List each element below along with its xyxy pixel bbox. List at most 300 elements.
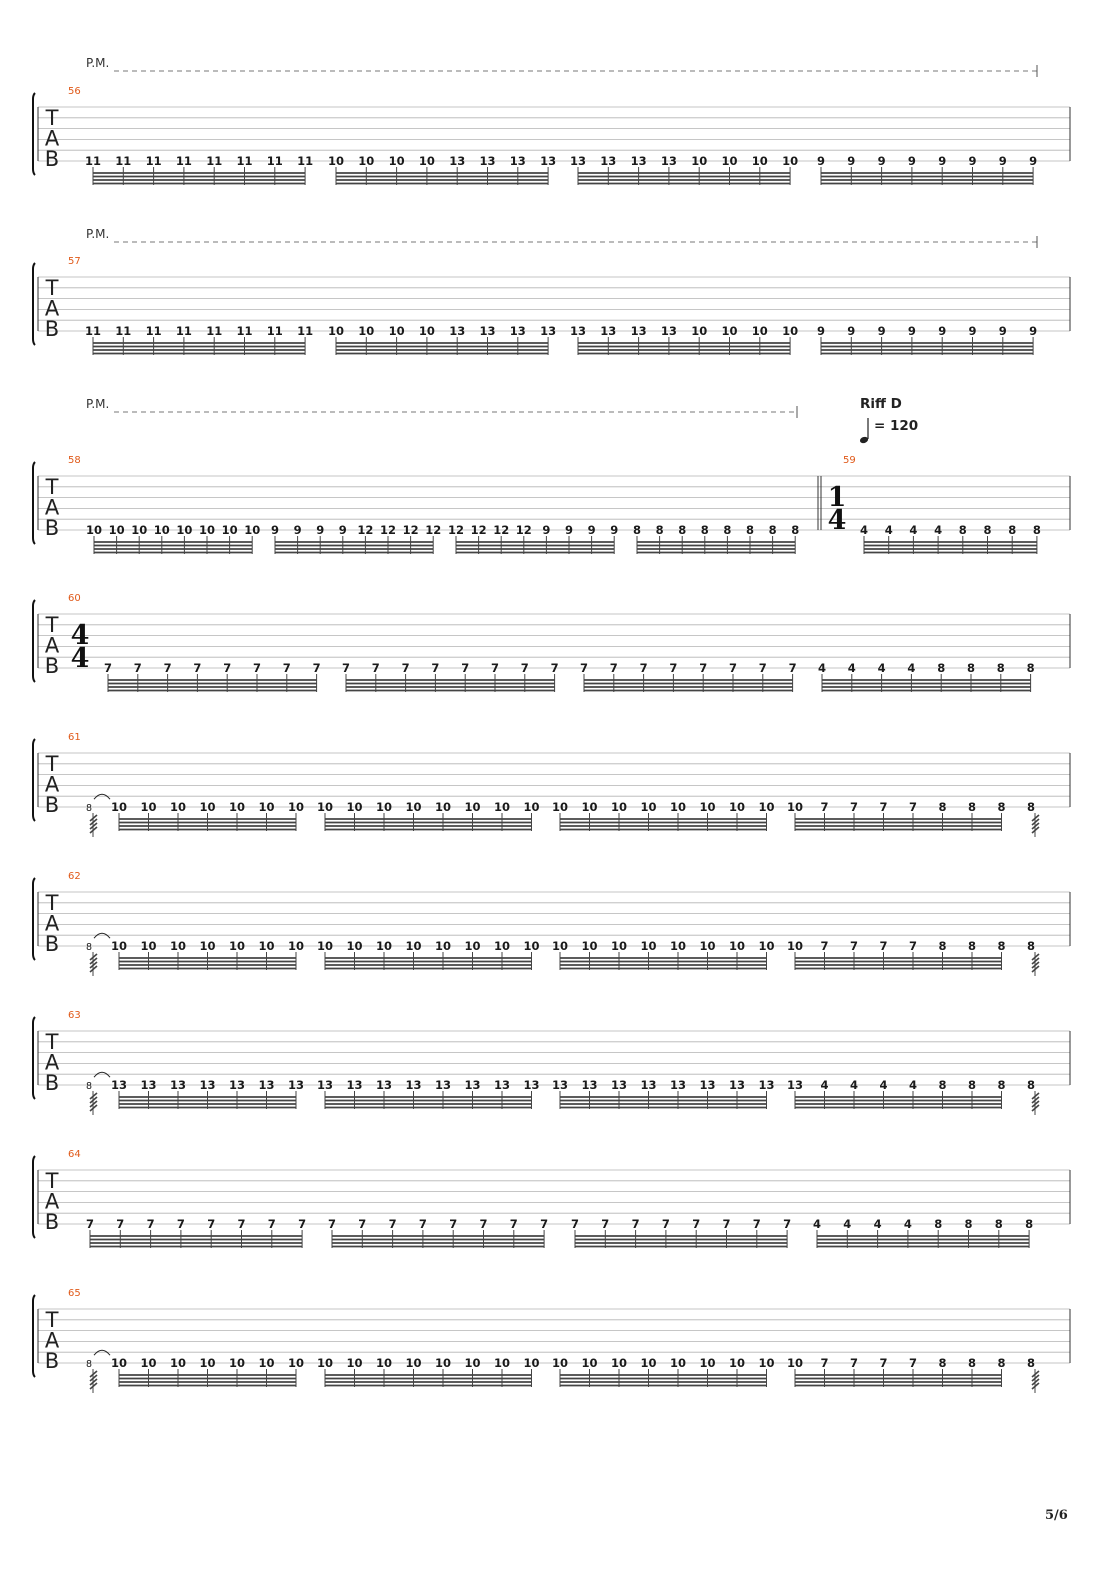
grace-note: 8 — [85, 1359, 93, 1371]
fret-number: 8 — [1026, 800, 1036, 815]
fret-number: 8 — [938, 800, 947, 815]
fret-number: 4 — [879, 1078, 888, 1093]
tie-arc — [94, 794, 110, 799]
fret-number: 4 — [817, 661, 827, 676]
tab-system-65 — [33, 1288, 1070, 1393]
fret-number: 8 — [934, 1217, 943, 1232]
tab-system-56 — [33, 56, 1070, 185]
fret-number: 10 — [751, 154, 768, 169]
fret-number: 9 — [316, 523, 325, 538]
grace-note: 8 — [85, 803, 93, 815]
fret-number: 10 — [728, 800, 746, 815]
fret-number: 10 — [758, 1356, 775, 1371]
system-bracket — [33, 600, 35, 682]
fret-number: 10 — [691, 154, 708, 169]
fret-number: 10 — [418, 324, 435, 339]
measure-number: 65 — [68, 1288, 81, 1299]
tab-system-63 — [33, 1010, 1070, 1115]
system-bracket — [33, 1295, 35, 1377]
fret-number: 10 — [228, 800, 246, 815]
tab-clef-letter: T — [45, 891, 59, 915]
tab-clef-letter: T — [45, 1030, 59, 1054]
fret-number: 7 — [820, 939, 829, 954]
fret-number: 7 — [908, 1356, 918, 1371]
fret-number: 8 — [967, 800, 977, 815]
tab-clef-letter: T — [45, 475, 59, 499]
fret-number: 10 — [199, 939, 216, 954]
fret-number: 10 — [346, 800, 363, 815]
fret-number: 9 — [293, 523, 302, 538]
fret-number: 7 — [639, 661, 648, 676]
fret-number: 7 — [509, 1217, 518, 1232]
fret-number: 4 — [877, 661, 886, 676]
time-signature-bottom: 4 — [827, 505, 847, 536]
fret-number: 10 — [287, 800, 305, 815]
fret-number: 7 — [609, 661, 618, 676]
fret-number: 8 — [1032, 523, 1041, 538]
tab-system-64 — [33, 1149, 1070, 1248]
fret-number: 10 — [493, 939, 511, 954]
fret-number: 10 — [169, 1356, 187, 1371]
fret-number: 7 — [728, 661, 738, 676]
measure-number: 61 — [68, 732, 81, 743]
tab-clef-letter: T — [45, 1308, 59, 1332]
fret-number: 10 — [110, 939, 128, 954]
fret-number: 11 — [266, 324, 283, 339]
fret-number: 10 — [551, 939, 569, 954]
palm-mute-label: P.M. — [86, 227, 110, 241]
fret-number: 10 — [108, 523, 125, 538]
fret-number: 7 — [570, 1217, 580, 1232]
fret-number: 12 — [425, 523, 442, 538]
fret-number: 7 — [783, 1217, 792, 1232]
fret-number: 10 — [358, 154, 375, 169]
fret-number: 7 — [879, 1356, 888, 1371]
measure-number: 62 — [68, 871, 81, 882]
fret-number: 10 — [640, 1356, 657, 1371]
fret-number: 13 — [669, 1078, 687, 1093]
fret-number: 12 — [357, 523, 374, 538]
fret-number: 8 — [996, 661, 1005, 676]
fret-number: 13 — [600, 324, 617, 339]
grace-note: 8 — [85, 942, 93, 954]
fret-number: 10 — [464, 800, 481, 815]
fret-number: 8 — [655, 523, 664, 538]
fret-number: 7 — [722, 1217, 731, 1232]
fret-number: 13 — [640, 1078, 657, 1093]
fret-number: 13 — [551, 1078, 569, 1093]
fret-number: 10 — [434, 939, 452, 954]
fret-number: 13 — [316, 1078, 334, 1093]
fret-number: 10 — [258, 1356, 275, 1371]
fret-number: 7 — [163, 661, 172, 676]
fret-number: 10 — [199, 1356, 216, 1371]
fret-number: 10 — [418, 154, 435, 169]
tie-arc — [94, 933, 110, 938]
tab-clef-letter: B — [44, 317, 60, 341]
fret-number: 10 — [434, 1356, 452, 1371]
system-bracket — [33, 1156, 35, 1238]
fret-number: 7 — [601, 1217, 610, 1232]
tab-clef-letter: A — [44, 1050, 60, 1075]
fret-number: 11 — [84, 154, 102, 169]
fret-number: 10 — [85, 523, 103, 538]
fret-number: 12 — [515, 523, 532, 538]
tempo-marking: = 120 — [874, 418, 919, 434]
system-bracket — [33, 93, 35, 175]
fret-number: 8 — [678, 523, 687, 538]
fret-number: 8 — [997, 1356, 1006, 1371]
fret-number: 10 — [581, 939, 598, 954]
fret-number: 10 — [131, 523, 148, 538]
tab-clef-letter: A — [44, 911, 60, 936]
fret-number: 9 — [270, 523, 280, 538]
fret-number: 7 — [490, 661, 500, 676]
fret-number: 10 — [699, 1356, 716, 1371]
system-bracket — [33, 1017, 35, 1099]
fret-number: 13 — [464, 1078, 481, 1093]
fret-number: 10 — [782, 154, 799, 169]
fret-number: 7 — [692, 1217, 701, 1232]
fret-number: 7 — [252, 661, 262, 676]
fret-number: 8 — [768, 523, 777, 538]
tab-clef-letter: T — [45, 1169, 59, 1193]
fret-number: 7 — [908, 800, 918, 815]
fret-number: 4 — [903, 1217, 912, 1232]
fret-number: 13 — [728, 1078, 746, 1093]
palm-mute-label: P.M. — [86, 397, 110, 411]
fret-number: 12 — [379, 523, 397, 538]
fret-number: 10 — [169, 800, 187, 815]
fret-number: 7 — [661, 1217, 670, 1232]
fret-number: 4 — [843, 1217, 852, 1232]
tab-clef-letter: B — [44, 1349, 60, 1373]
fret-number: 13 — [140, 1078, 157, 1093]
fret-number: 10 — [728, 939, 746, 954]
tab-clef-letter: B — [44, 793, 60, 817]
fret-number: 13 — [786, 1078, 804, 1093]
fret-number: 10 — [375, 939, 393, 954]
fret-number: 7 — [237, 1217, 246, 1232]
fret-number: 7 — [282, 661, 291, 676]
fret-number: 4 — [908, 1078, 918, 1093]
fret-number: 10 — [758, 800, 775, 815]
fret-number: 13 — [479, 154, 496, 169]
fret-number: 10 — [493, 800, 511, 815]
fret-number: 13 — [258, 1078, 275, 1093]
fret-number: 7 — [146, 1217, 155, 1232]
fret-number: 10 — [782, 324, 799, 339]
fret-number: 12 — [493, 523, 510, 538]
fret-number: 13 — [523, 1078, 540, 1093]
fret-number: 4 — [907, 661, 916, 676]
fret-number: 8 — [700, 523, 709, 538]
fret-number: 8 — [632, 523, 642, 538]
fret-number: 13 — [699, 1078, 716, 1093]
fret-number: 9 — [816, 154, 826, 169]
fret-number: 9 — [542, 523, 551, 538]
tab-system-60 — [33, 593, 1070, 692]
fret-number: 8 — [983, 523, 992, 538]
fret-number: 7 — [752, 1217, 761, 1232]
fret-number: 7 — [193, 661, 202, 676]
fret-number: 8 — [958, 523, 967, 538]
fret-number: 13 — [287, 1078, 305, 1093]
fret-number: 9 — [847, 154, 856, 169]
fret-number: 10 — [523, 939, 540, 954]
fret-number: 4 — [873, 1217, 882, 1232]
fret-number: 13 — [758, 1078, 775, 1093]
fret-number: 7 — [758, 661, 767, 676]
fret-number: 8 — [1026, 1078, 1036, 1093]
fret-number: 9 — [1029, 154, 1038, 169]
fret-number: 10 — [375, 1356, 393, 1371]
fret-number: 7 — [401, 661, 410, 676]
fret-number: 10 — [110, 800, 128, 815]
fret-number: 8 — [997, 800, 1006, 815]
fret-number: 13 — [493, 1078, 511, 1093]
tab-clef-letter: A — [44, 1328, 60, 1353]
tab-clef-letter: B — [44, 147, 60, 171]
fret-number: 10 — [691, 324, 708, 339]
fret-number: 9 — [587, 523, 596, 538]
fret-number: 13 — [660, 154, 677, 169]
fret-number: 7 — [849, 800, 859, 815]
time-signature-top: 4 — [70, 620, 90, 651]
fret-number: 4 — [884, 523, 893, 538]
fret-number: 13 — [509, 154, 526, 169]
fret-number: 10 — [786, 800, 804, 815]
fret-number: 7 — [879, 939, 888, 954]
time-signature-bottom: 4 — [70, 643, 90, 674]
fret-number: 7 — [820, 1356, 829, 1371]
fret-number: 9 — [938, 154, 947, 169]
fret-number: 7 — [550, 661, 559, 676]
measure-number: 56 — [68, 86, 81, 97]
fret-number: 10 — [346, 1356, 363, 1371]
fret-number: 7 — [418, 1217, 427, 1232]
fret-number: 4 — [909, 523, 918, 538]
fret-number: 10 — [140, 800, 157, 815]
measure-number: 60 — [68, 593, 81, 604]
fret-number: 9 — [338, 523, 347, 538]
fret-number: 8 — [938, 1078, 947, 1093]
fret-number: 10 — [669, 939, 687, 954]
fret-number: 7 — [327, 1217, 337, 1232]
fret-number: 9 — [877, 154, 886, 169]
fret-number: 9 — [968, 154, 977, 169]
tie-arc — [94, 1072, 110, 1077]
fret-number: 8 — [997, 1078, 1006, 1093]
fret-number: 10 — [523, 1356, 540, 1371]
fret-number: 13 — [169, 1078, 187, 1093]
fret-number: 10 — [610, 939, 628, 954]
fret-number: 8 — [723, 523, 732, 538]
fret-number: 10 — [198, 523, 216, 538]
tie-arc — [94, 1350, 110, 1355]
fret-number: 8 — [994, 1217, 1003, 1232]
tab-clef-letter: A — [44, 296, 60, 321]
fret-number: 9 — [907, 154, 916, 169]
fret-number: 10 — [327, 324, 345, 339]
fret-number: 11 — [115, 154, 132, 169]
grace-note: 8 — [85, 1081, 93, 1093]
fret-number: 10 — [786, 939, 804, 954]
fret-number: 8 — [1008, 523, 1017, 538]
fret-number: 10 — [405, 1356, 422, 1371]
fret-number: 9 — [564, 523, 574, 538]
fret-number: 7 — [371, 661, 380, 676]
fret-number: 13 — [110, 1078, 128, 1093]
fret-number: 10 — [287, 1356, 305, 1371]
fret-number: 10 — [244, 523, 261, 538]
fret-number: 7 — [520, 661, 529, 676]
system-bracket — [33, 739, 35, 821]
fret-number: 10 — [699, 939, 716, 954]
fret-number: 13 — [569, 324, 587, 339]
measure-number: 59 — [843, 455, 856, 466]
fret-number: 13 — [630, 154, 647, 169]
fret-number: 10 — [405, 939, 422, 954]
fret-number: 9 — [998, 324, 1007, 339]
fret-number: 10 — [728, 1356, 746, 1371]
fret-number: 12 — [470, 523, 487, 538]
fret-number: 8 — [964, 1217, 973, 1232]
tab-clef-letter: B — [44, 1210, 60, 1234]
fret-number: 11 — [206, 324, 223, 339]
fret-number: 10 — [287, 939, 305, 954]
fret-number: 13 — [630, 324, 647, 339]
fret-number: 13 — [346, 1078, 363, 1093]
fret-number: 8 — [967, 1078, 977, 1093]
fret-number: 13 — [199, 1078, 216, 1093]
fret-number: 10 — [464, 1356, 481, 1371]
fret-number: 11 — [84, 324, 102, 339]
time-signature-top: 1 — [827, 482, 847, 513]
tab-clef-letter: T — [45, 613, 59, 637]
fret-number: 13 — [405, 1078, 422, 1093]
fret-number: 7 — [176, 1217, 185, 1232]
fret-number: 4 — [849, 1078, 859, 1093]
fret-number: 11 — [145, 154, 162, 169]
tab-clef-letter: B — [44, 932, 60, 956]
fret-number: 7 — [103, 661, 113, 676]
fret-number: 10 — [140, 1356, 157, 1371]
fret-number: 11 — [175, 324, 192, 339]
fret-number: 10 — [523, 800, 540, 815]
fret-number: 10 — [346, 939, 363, 954]
fret-number: 7 — [116, 1217, 125, 1232]
fret-number: 9 — [610, 523, 619, 538]
tab-clef-letter: A — [44, 126, 60, 151]
system-bracket — [33, 462, 35, 544]
tab-clef-letter: A — [44, 495, 60, 520]
fret-number: 10 — [669, 800, 687, 815]
fret-number: 11 — [266, 154, 283, 169]
fret-number: 10 — [610, 800, 628, 815]
fret-number: 13 — [569, 154, 587, 169]
tab-system-62 — [33, 871, 1070, 976]
tab-clef-letter: B — [44, 654, 60, 678]
fret-number: 9 — [847, 324, 856, 339]
fret-number: 10 — [699, 800, 716, 815]
fret-number: 7 — [879, 800, 888, 815]
fret-number: 7 — [388, 1217, 397, 1232]
fret-number: 8 — [997, 939, 1006, 954]
fret-number: 10 — [358, 324, 375, 339]
fret-number: 11 — [236, 324, 253, 339]
measure-number: 64 — [68, 1149, 81, 1160]
measure-number: 57 — [68, 256, 81, 267]
fret-number: 10 — [669, 1356, 687, 1371]
fret-number: 11 — [115, 324, 132, 339]
fret-number: 10 — [258, 939, 275, 954]
fret-number: 10 — [316, 800, 334, 815]
fret-number: 13 — [509, 324, 526, 339]
palm-mute-label: P.M. — [86, 56, 110, 70]
fret-number: 10 — [721, 324, 738, 339]
fret-number: 8 — [967, 1356, 977, 1371]
fret-number: 8 — [1025, 1217, 1034, 1232]
fret-number: 13 — [449, 324, 466, 339]
fret-number: 7 — [820, 800, 829, 815]
tab-clef-letter: A — [44, 1189, 60, 1214]
fret-number: 10 — [640, 939, 657, 954]
fret-number: 7 — [479, 1217, 488, 1232]
fret-number: 7 — [341, 661, 351, 676]
fret-number: 10 — [640, 800, 657, 815]
fret-number: 7 — [223, 661, 232, 676]
fret-number: 7 — [431, 661, 440, 676]
tab-clef-letter: A — [44, 772, 60, 797]
fret-number: 7 — [298, 1217, 307, 1232]
fret-number: 10 — [375, 800, 393, 815]
fret-number: 7 — [133, 661, 142, 676]
fret-number: 8 — [938, 939, 947, 954]
fret-number: 10 — [551, 1356, 569, 1371]
fret-number: 9 — [816, 324, 826, 339]
fret-number: 10 — [581, 1356, 598, 1371]
fret-number: 11 — [297, 154, 314, 169]
tab-system-61 — [33, 732, 1070, 837]
fret-number: 10 — [316, 1356, 334, 1371]
fret-number: 9 — [907, 324, 916, 339]
tab-system-57 — [33, 227, 1070, 355]
fret-number: 13 — [228, 1078, 246, 1093]
fret-number: 10 — [751, 324, 768, 339]
fret-number: 7 — [849, 939, 859, 954]
system-bracket — [33, 263, 35, 345]
fret-number: 7 — [312, 661, 321, 676]
fret-number: 10 — [228, 1356, 246, 1371]
fret-number: 7 — [85, 1217, 95, 1232]
fret-number: 9 — [877, 324, 886, 339]
fret-number: 13 — [479, 324, 496, 339]
fret-number: 10 — [169, 939, 187, 954]
fret-number: 9 — [968, 324, 977, 339]
fret-number: 10 — [405, 800, 422, 815]
tab-system-58 — [33, 396, 1070, 554]
tab-clef-letter: A — [44, 633, 60, 658]
fret-number: 10 — [581, 800, 598, 815]
fret-number: 13 — [540, 324, 557, 339]
fret-number: 13 — [540, 154, 557, 169]
page-number: 5/6 — [1045, 1508, 1068, 1523]
fret-number: 10 — [551, 800, 569, 815]
fret-number: 10 — [464, 939, 481, 954]
fret-number: 10 — [327, 154, 345, 169]
fret-number: 10 — [153, 523, 170, 538]
